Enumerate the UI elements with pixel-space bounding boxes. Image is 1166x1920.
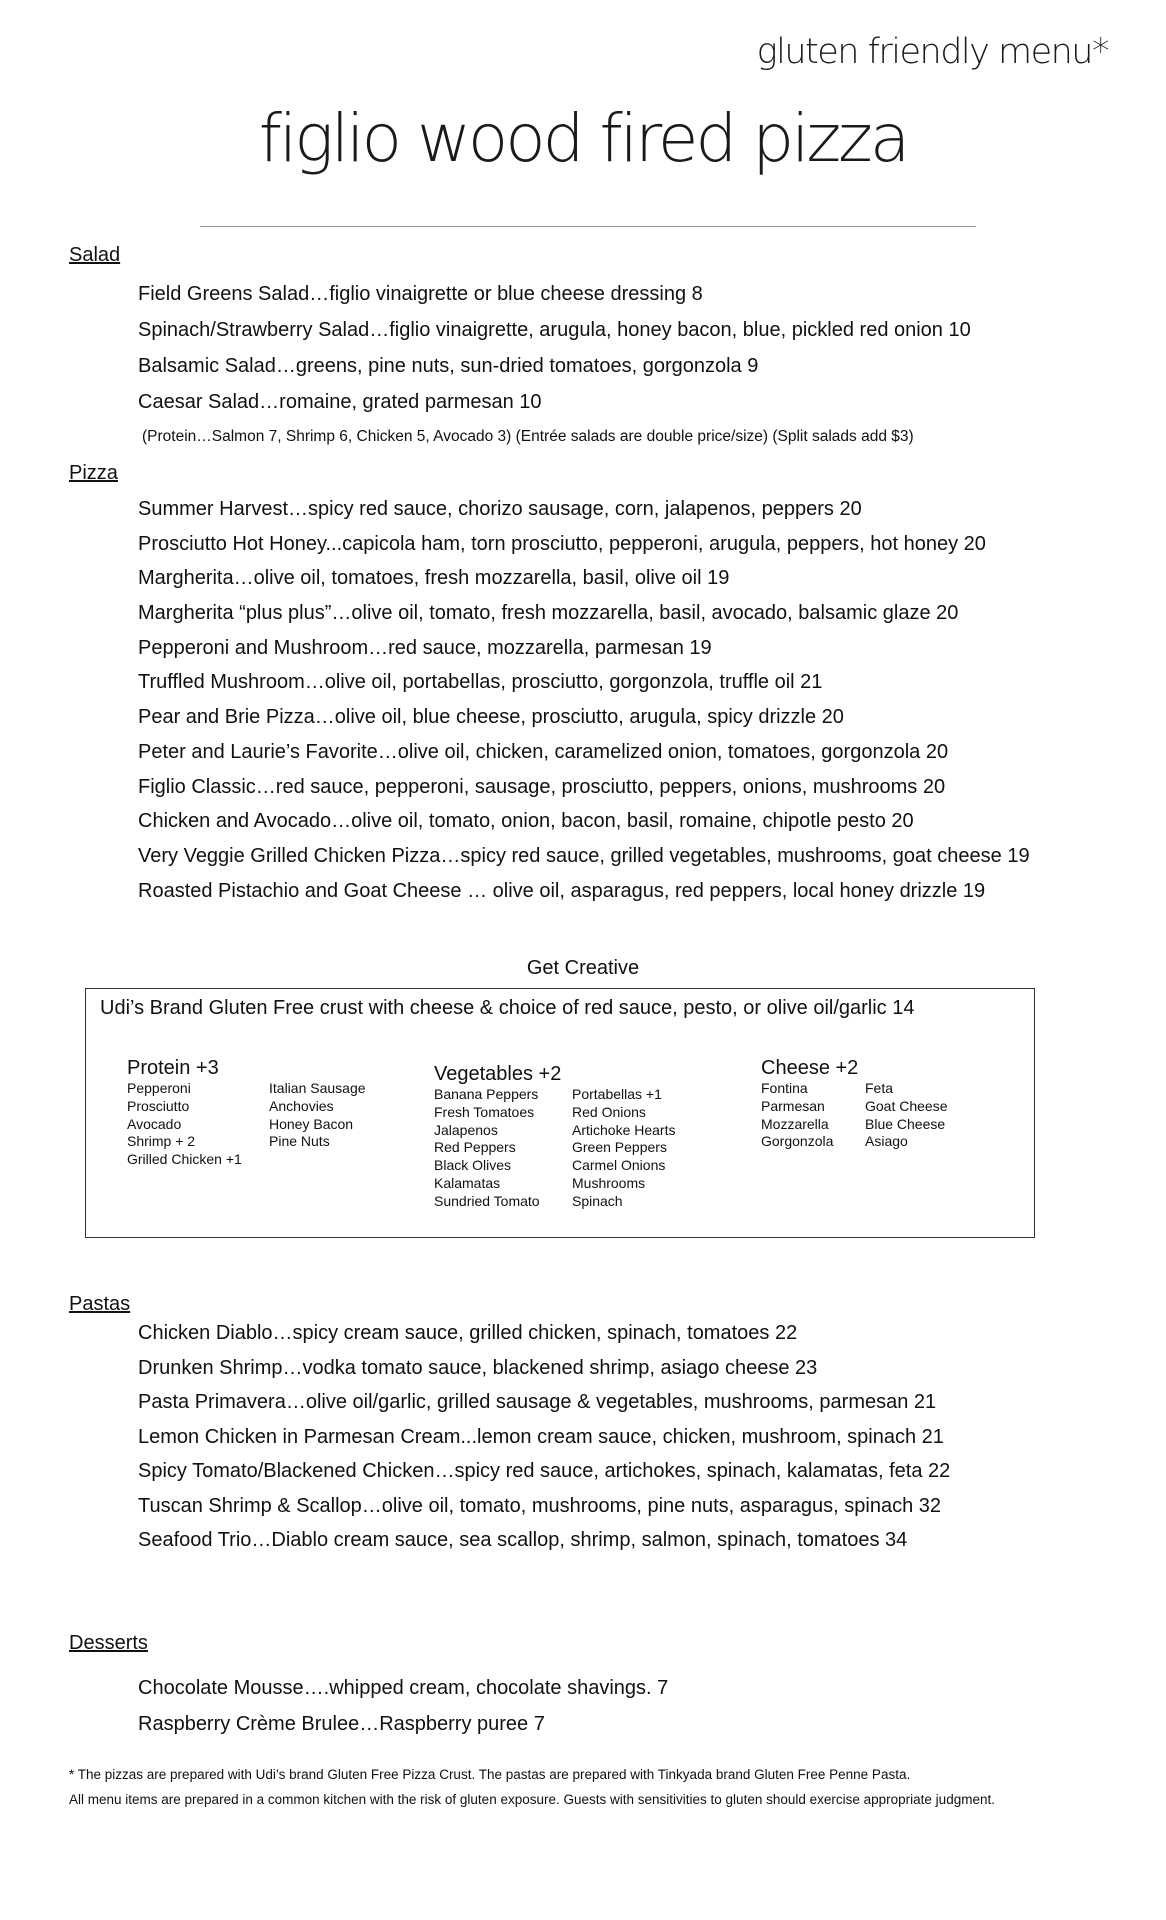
protein-title: Protein +3: [127, 1057, 219, 1079]
topping-item: Parmesan: [761, 1097, 825, 1114]
menu-item: Raspberry Crème Brulee…Raspberry puree 7: [138, 1713, 545, 1735]
menu-item: Summer Harvest…spicy red sauce, chorizo sausage, corn, jalapenos, peppers 20: [138, 498, 862, 520]
menu-item: Spinach/Strawberry Salad…figlio vinaigrette, arugula, honey bacon, blue, pickled red onion 10: [138, 319, 971, 341]
cheese-title: Cheese +2: [761, 1057, 859, 1079]
menu-item: Pepperoni and Mushroom…red sauce, mozzarella, parmesan 19: [138, 636, 712, 659]
menu-tagline: gluten friendly menu*: [756, 32, 1108, 72]
cheese-group: [761, 1056, 948, 1151]
menu-item: Pear and Brie Pizza…olive oil, blue cheese, prosciutto, arugula, spicy drizzle 20: [138, 706, 844, 729]
topping-item: Black Olives: [434, 1157, 512, 1174]
topping-item: Fresh Tomatoes: [434, 1103, 535, 1120]
menu-item: Lemon Chicken in Parmesan Cream...lemon cream sauce, chicken, mushroom, spinach 21: [138, 1425, 944, 1448]
topping-item: Sundried Tomato: [434, 1192, 540, 1209]
protein-column: [269, 1080, 366, 1169]
vegetables-group: [434, 1062, 675, 1211]
topping-item: Anchovies: [269, 1097, 334, 1114]
cheese-column: [865, 1080, 948, 1151]
topping-item: Avocado: [127, 1115, 182, 1132]
topping-item: Mozzarella: [761, 1115, 829, 1132]
get-creative-intro: Udi’s Brand Gluten Free crust with cheese & choice of red sauce, pesto, or olive oil/garlic 14: [100, 997, 915, 1019]
get-creative-box: [85, 988, 1035, 1238]
menu-item: Spicy Tomato/Blackened Chicken…spicy red sauce, artichokes, spinach, kalamatas, feta 22: [138, 1460, 951, 1482]
menu-item: Chicken and Avocado…olive oil, tomato, onion, bacon, basil, romaine, chipotle pesto 20: [138, 810, 914, 833]
topping-item: Italian Sausage: [269, 1080, 366, 1096]
menu-item: Caesar Salad…romaine, grated parmesan 10: [138, 391, 542, 413]
topping-item: Banana Peppers: [434, 1086, 539, 1102]
title-divider: [200, 226, 976, 227]
menu-item: Figlio Classic…red sauce, pepperoni, sausage, prosciutto, peppers, onions, mushrooms 20: [138, 775, 946, 798]
pastas-heading: Pastas: [69, 1293, 131, 1315]
menu-item: Very Veggie Grilled Chicken Pizza…spicy red sauce, grilled vegetables, mushrooms, goat cheese 19: [138, 844, 1030, 867]
topping-item: Fontina: [761, 1080, 808, 1096]
pastas-list: [138, 1316, 950, 1558]
menu-item: Margherita…olive oil, tomatoes, fresh mozzarella, basil, olive oil 19: [138, 567, 730, 590]
menu-item: Margherita “plus plus”…olive oil, tomato, fresh mozzarella, basil, avocado, balsamic glaze 20: [138, 602, 959, 625]
vegetables-column: [572, 1086, 675, 1211]
menu-item: Chocolate Mousse….whipped cream, chocolate shavings. 7: [138, 1677, 669, 1699]
topping-item: Kalamatas: [434, 1174, 501, 1191]
menu-item: Drunken Shrimp…vodka tomato sauce, blackened shrimp, asiago cheese 23: [138, 1356, 818, 1379]
restaurant-title: figlio wood fired pizza: [258, 100, 908, 177]
topping-item: Red Onions: [572, 1103, 646, 1120]
topping-item: Honey Bacon: [269, 1115, 354, 1132]
footnote-line: All menu items are prepared in a common kitchen with the risk of gluten exposure. Guests with sensitivities to gluten should exercise appropriate judgment.: [69, 1792, 995, 1807]
menu-item: Pasta Primavera…olive oil/garlic, grilled sausage & vegetables, mushrooms, parmesan 21: [138, 1391, 937, 1413]
get-creative-heading: Get Creative: [526, 957, 640, 979]
topping-item: Shrimp + 2: [127, 1133, 196, 1150]
pizza-list: [138, 492, 1030, 908]
topping-item: Red Peppers: [434, 1139, 516, 1156]
topping-item: Blue Cheese: [865, 1115, 946, 1132]
vegetables-column: [434, 1086, 572, 1211]
pizza-heading: Pizza: [69, 462, 118, 484]
footnote: [69, 1762, 1099, 1812]
topping-item: Portabellas +1: [572, 1086, 662, 1102]
topping-item: Pine Nuts: [269, 1133, 330, 1150]
desserts-heading: Desserts: [69, 1632, 148, 1654]
topping-item: Gorgonzola: [761, 1133, 834, 1150]
menu-item: Field Greens Salad…figlio vinaigrette or blue cheese dressing 8: [138, 283, 703, 305]
menu-item: Roasted Pistachio and Goat Cheese … olive oil, asparagus, red peppers, local honey drizzle 19: [138, 879, 986, 902]
topping-item: Jalapenos: [434, 1121, 498, 1138]
menu-item: Tuscan Shrimp & Scallop…olive oil, tomato, mushrooms, pine nuts, asparagus, spinach 32: [138, 1494, 941, 1517]
topping-item: Green Peppers: [572, 1139, 667, 1156]
topping-item: Goat Cheese: [865, 1097, 948, 1114]
protein-group: [127, 1056, 366, 1169]
menu-item: Balsamic Salad…greens, pine nuts, sun-dried tomatoes, gorgonzola 9: [138, 355, 759, 377]
topping-item: Grilled Chicken +1: [127, 1151, 242, 1168]
menu-item: Prosciutto Hot Honey...capicola ham, torn prosciutto, pepperoni, arugula, peppers, hot honey 20: [138, 532, 986, 555]
topping-item: Carmel Onions: [572, 1157, 666, 1174]
salad-list: [138, 276, 971, 420]
menu-item: Seafood Trio…Diablo cream sauce, sea scallop, shrimp, salmon, spinach, tomatoes 34: [138, 1529, 908, 1551]
salad-heading: Salad: [69, 244, 121, 266]
topping-item: Asiago: [865, 1133, 908, 1150]
menu-item: Truffled Mushroom…olive oil, portabellas, prosciutto, gorgonzola, truffle oil 21: [138, 671, 823, 694]
topping-item: Pepperoni: [127, 1080, 191, 1096]
topping-item: Spinach: [572, 1192, 623, 1209]
topping-item: Artichoke Hearts: [572, 1121, 676, 1138]
menu-item: Chicken Diablo…spicy cream sauce, grilled chicken, spinach, tomatoes 22: [138, 1322, 798, 1344]
protein-column: [127, 1080, 269, 1169]
topping-item: Prosciutto: [127, 1097, 190, 1114]
menu-item: Peter and Laurie’s Favorite…olive oil, chicken, caramelized onion, tomatoes, gorgonzola 20: [138, 740, 949, 763]
topping-item: Mushrooms: [572, 1174, 646, 1191]
desserts-list: [138, 1670, 668, 1742]
cheese-column: [761, 1080, 865, 1151]
footnote-line: * The pizzas are prepared with Udi’s brand Gluten Free Pizza Crust. The pastas are prepared with Tinkyada brand Gluten Free Penne Pasta.: [69, 1767, 911, 1782]
vegetables-title: Vegetables +2: [434, 1063, 562, 1085]
salad-note: (Protein…Salmon 7, Shrimp 6, Chicken 5, Avocado 3) (Entrée salads are double price/size) (Split salads add $3): [142, 428, 914, 445]
topping-item: Feta: [865, 1080, 894, 1096]
